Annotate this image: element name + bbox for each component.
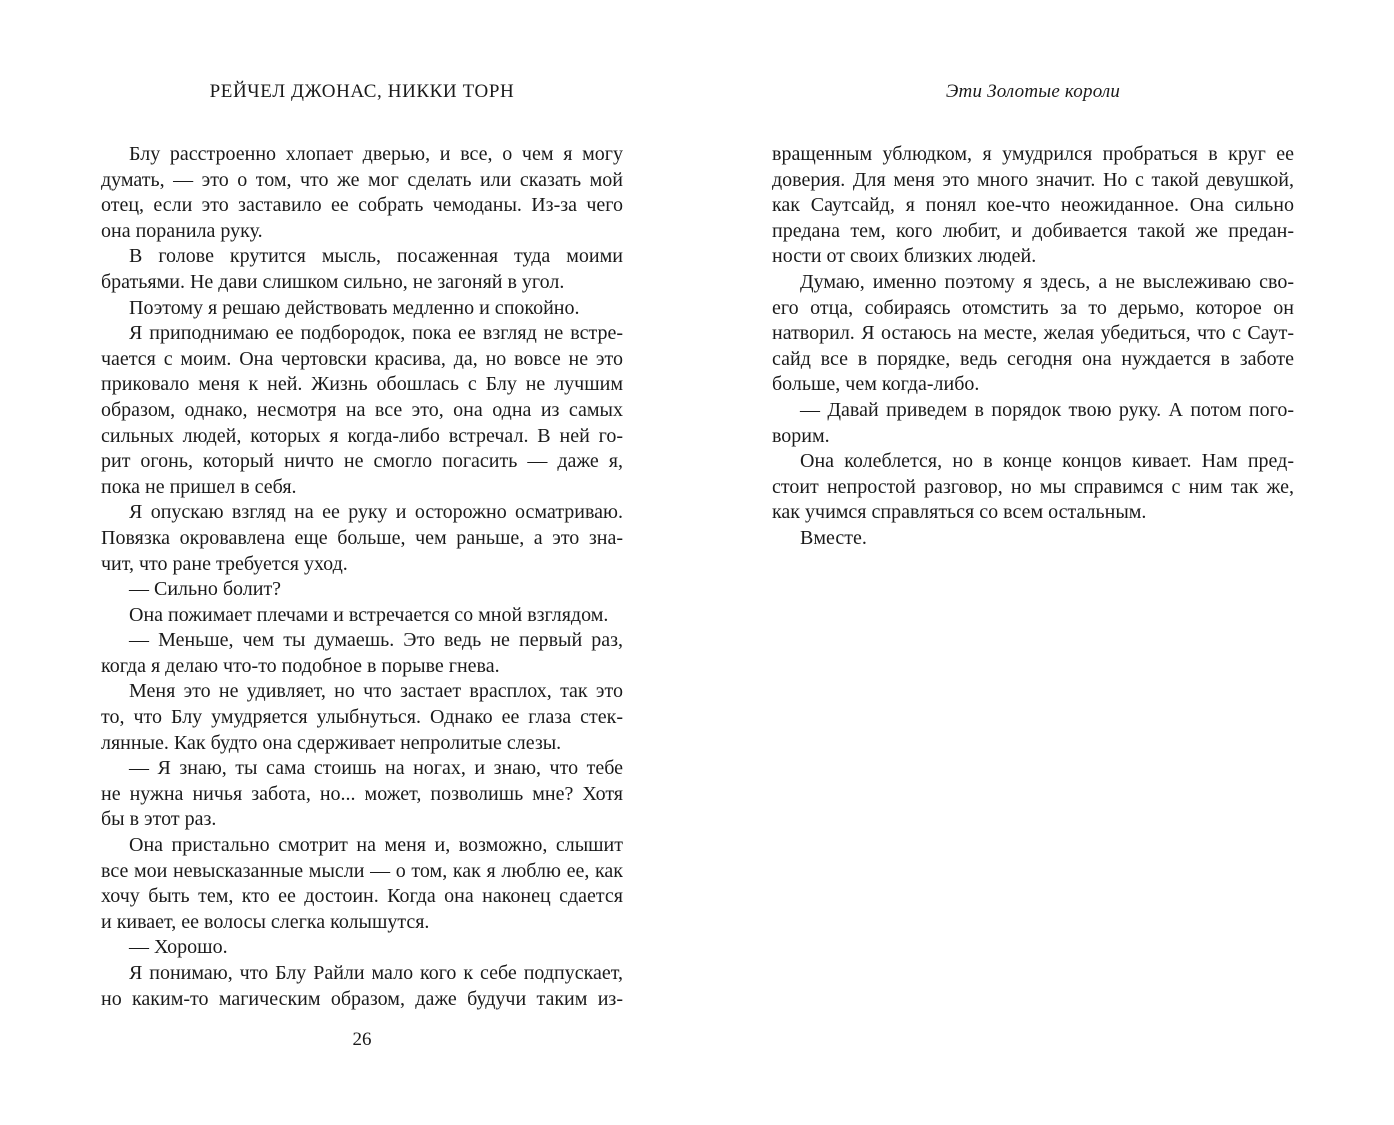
text-line: Блу расстроенно хлопает дверью, и все, о чем я могу bbox=[129, 143, 623, 165]
text-line: все мои невысказанные мысли — о том, как я люблю ее, как bbox=[101, 859, 623, 882]
text-line: больше, чем когда-либо. bbox=[772, 373, 980, 396]
text-line: чит, что ране требуется уход. bbox=[101, 552, 348, 575]
text-line: Поэтому я решаю действовать медленно и спокойно. bbox=[129, 296, 580, 319]
text-line: рит огонь, который ничто не смогло погасить — даже я, bbox=[101, 450, 623, 473]
text-line: не нужна ничья забота, но... может, позволишь мне? Хотя bbox=[101, 782, 623, 805]
text-line: когда я делаю что-то подобное в порыве гнева. bbox=[101, 654, 500, 677]
text-line: стоит непростой разговор, но мы справимся с ним так же, bbox=[772, 475, 1294, 498]
text-line: она поранила руку. bbox=[101, 219, 263, 242]
text-line: В голове крутится мысль, посаженная туда моими bbox=[129, 245, 623, 268]
text-line: Я приподнимаю ее подбородок, пока ее взгляд не встре- bbox=[129, 322, 623, 345]
text-line: но каким-то магическим образом, даже будучи таким из- bbox=[101, 987, 623, 1010]
text-line: сильных людей, которых я когда-либо встречал. В ней го- bbox=[101, 424, 623, 447]
text-line: бы в этот раз. bbox=[101, 808, 217, 831]
text-line: сайд все в порядке, ведь сегодня она нуждается в заботе bbox=[772, 347, 1294, 370]
text-line: предана тем, кого любит, и добивается такой же предан- bbox=[772, 219, 1294, 242]
text-line: Я понимаю, что Блу Райли мало кого к себе подпускает, bbox=[129, 962, 623, 984]
text-line: думать, — это о том, что же мог сделать или сказать мой bbox=[101, 168, 623, 191]
text-line: чается с моим. Она чертовски красива, да, но вовсе не это bbox=[101, 347, 623, 370]
text-line: доверия. Для меня это много значит. Но с такой девушкой, bbox=[772, 168, 1294, 191]
text-line: Она пожимает плечами и встречается со мной взглядом. bbox=[129, 603, 609, 626]
text-line: ворим. bbox=[772, 424, 830, 447]
text-line: хочу быть тем, кто ее достоин. Когда она наконец сдается bbox=[101, 885, 623, 908]
text-line: и кивает, ее волосы слегка колышутся. bbox=[101, 910, 430, 933]
text-line: ности от своих близких людей. bbox=[772, 245, 1037, 268]
left-body-text bbox=[101, 142, 623, 1012]
text-line: натворил. Я остаюсь на месте, желая убедиться, что с Саут- bbox=[772, 322, 1294, 345]
text-line: Она колеблется, но в конце концов кивает. Нам пред- bbox=[800, 450, 1294, 473]
text-line: отец, если это заставило ее собрать чемоданы. Из-за чего bbox=[101, 194, 623, 217]
text-line: — Хорошо. bbox=[129, 936, 228, 959]
text-line: вращенным ублюдком, я умудрился пробраться в круг ее bbox=[772, 143, 1294, 165]
text-line: Меня это не удивляет, но что застает врасплох, так это bbox=[129, 680, 623, 703]
text-line: приковало меня к ней. Жизнь обошлась с Блу не лучшим bbox=[101, 373, 623, 396]
left-running-head: РЕЙЧЕЛ ДЖОНАС, НИККИ ТОРН bbox=[209, 81, 515, 102]
text-line: как Саутсайд, я понял кое-что неожиданное. Она сильно bbox=[772, 194, 1294, 217]
text-line: — Меньше, чем ты думаешь. Это ведь не первый раз, bbox=[129, 629, 623, 652]
text-line: Я опускаю взгляд на ее руку и осторожно осматриваю. bbox=[129, 501, 623, 524]
text-line: — Я знаю, ты сама стоишь на ногах, и знаю, что тебе bbox=[129, 757, 623, 780]
right-running-head: Эти Золотые короли bbox=[945, 81, 1121, 102]
text-line: как учимся справляться со всем остальным. bbox=[772, 501, 1147, 524]
text-line: пока не пришел в себя. bbox=[101, 475, 297, 498]
text-line: — Сильно болит? bbox=[129, 578, 282, 601]
text-line: то, что Блу умудряется улыбнуться. Однако ее глаза стек- bbox=[101, 706, 623, 729]
text-line: Она пристально смотрит на меня и, возможно, слышит bbox=[129, 834, 623, 857]
text-line: Вместе. bbox=[800, 526, 867, 549]
text-line: его отца, собираясь отомстить за то дерьмо, которое он bbox=[772, 296, 1294, 319]
page-number: 26 bbox=[352, 1029, 372, 1050]
right-body-text bbox=[772, 142, 1294, 552]
text-line: Повязка окровавлена еще больше, чем раньше, а это зна- bbox=[101, 526, 623, 549]
text-line: — Давай приведем в порядок твою руку. А потом пого- bbox=[800, 398, 1294, 421]
text-line: братьями. Не дави слишком сильно, не загоняй в угол. bbox=[101, 270, 565, 293]
text-line: лянные. Как будто она сдерживает непролитые слезы. bbox=[101, 731, 562, 754]
text-line: образом, однако, несмотря на все это, она одна из самых bbox=[101, 398, 623, 421]
text-line: Думаю, именно поэтому я здесь, а не выслеживаю сво- bbox=[800, 270, 1294, 293]
